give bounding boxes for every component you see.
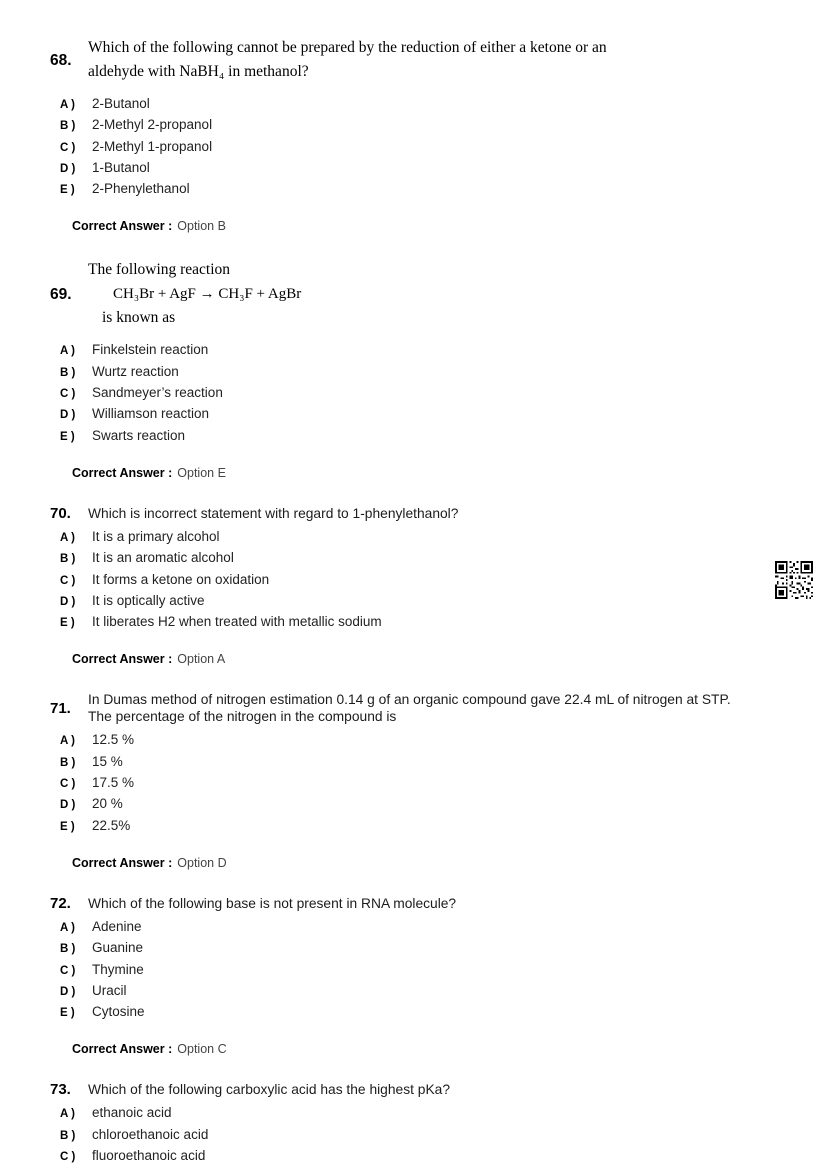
option-label: A ): [60, 345, 75, 358]
question-text-line: The percentage of the nitrogen in the compound is: [88, 709, 397, 725]
question-68: [50, 36, 810, 234]
options-list: [60, 340, 810, 446]
option-q72-d: [60, 981, 810, 1002]
option-q72-b: [60, 938, 810, 959]
question-text: [88, 895, 456, 912]
option-q68-d: [60, 158, 810, 179]
correct-answer-label: Correct Answer :: [72, 219, 173, 234]
correct-answer-value: Option D: [177, 855, 227, 870]
option-label: E ): [60, 617, 75, 630]
questions-list: [50, 36, 810, 1167]
correct-answer-value: Option C: [177, 1042, 227, 1057]
question-text: [88, 36, 607, 84]
option-text: Uracil: [92, 982, 127, 998]
correct-answer-value: Option B: [177, 219, 226, 234]
option-q70-a: [60, 527, 810, 548]
question-text-line: is known as: [102, 309, 176, 327]
option-label: E ): [60, 820, 75, 833]
options-list: [60, 94, 810, 200]
question-number: 68.: [50, 51, 72, 69]
option-text: 2-Butanol: [92, 96, 150, 111]
question-text-line: Which of the following carboxylic acid has the highest pKa?: [88, 1082, 450, 1098]
option-label: C ): [60, 141, 76, 154]
option-text: 17.5 %: [92, 775, 135, 791]
option-q68-b: [60, 115, 810, 136]
question-73: [50, 1081, 810, 1167]
option-q70-d: [60, 591, 810, 612]
question-text-line: In Dumas method of nitrogen estimation 0.14 g of an organic compound gave 22.4 mL of nitrogen at STP.: [88, 692, 731, 708]
option-text: 2-Phenylethanol: [92, 181, 190, 197]
option-q70-e: [60, 612, 810, 633]
correct-answer-value: Option A: [177, 652, 226, 667]
correct-answer: [72, 855, 810, 871]
question-text: [88, 691, 731, 725]
question-text-line: Which of the following cannot be prepared by the reduction of either a ketone or an: [88, 39, 607, 56]
option-text: 2-Methyl 1-propanol: [92, 138, 213, 154]
option-label: A ): [60, 921, 75, 934]
option-text: Finkelstein reaction: [92, 342, 209, 358]
option-text: Swarts reaction: [92, 427, 186, 443]
option-label: D ): [60, 985, 76, 998]
question-number: 70.: [50, 504, 71, 522]
option-q69-c: [60, 383, 810, 404]
option-label: C ): [60, 964, 76, 977]
option-label: B ): [60, 366, 76, 379]
option-label: C ): [60, 778, 76, 791]
correct-answer-label: Correct Answer :: [72, 652, 173, 667]
option-text: Thymine: [92, 961, 144, 977]
correct-answer-label: Correct Answer :: [72, 855, 173, 870]
option-label: A ): [60, 735, 75, 748]
correct-answer: [72, 651, 810, 667]
question-header: [50, 505, 810, 522]
question-text: [88, 258, 301, 330]
option-text: Adenine: [92, 918, 142, 934]
option-label: C ): [60, 1151, 76, 1164]
option-text: It forms a ketone on oxidation: [92, 571, 270, 587]
option-q71-b: [60, 752, 810, 773]
options-list: [60, 730, 810, 836]
option-q72-c: [60, 960, 810, 981]
option-text: Cytosine: [92, 1004, 145, 1020]
correct-answer-label: Correct Answer :: [72, 465, 173, 480]
option-label: C ): [60, 388, 76, 401]
option-text: chloroethanoic acid: [92, 1126, 209, 1142]
option-label: E ): [60, 184, 75, 197]
option-q73-a: [60, 1103, 810, 1124]
question-69: [50, 258, 810, 480]
option-text: It is optically active: [92, 592, 205, 608]
option-label: B ): [60, 553, 76, 566]
options-list: [60, 527, 810, 633]
option-q73-c: [60, 1146, 810, 1167]
question-72: [50, 895, 810, 1057]
option-label: E ): [60, 430, 75, 443]
option-label: C ): [60, 574, 76, 587]
question-number: 73.: [50, 1081, 71, 1099]
option-label: D ): [60, 799, 76, 812]
question-71: [50, 691, 810, 870]
option-q69-d: [60, 404, 810, 425]
option-text: ethanoic acid: [92, 1105, 172, 1121]
option-text: Sandmeyer’s reaction: [92, 385, 223, 401]
option-text: 15 %: [92, 753, 123, 769]
question-header: [50, 258, 810, 330]
option-q68-c: [60, 137, 810, 158]
option-label: B ): [60, 943, 76, 956]
option-q72-e: [60, 1002, 810, 1023]
question-header: [50, 1081, 810, 1098]
correct-answer-label: Correct Answer :: [72, 1042, 173, 1057]
question-number: 72.: [50, 894, 71, 912]
option-label: A ): [60, 99, 75, 111]
question-text-line: CH₃Br + AgF → CH₃F + AgBr: [113, 286, 302, 303]
question-header: [50, 36, 810, 84]
option-text: 22.5%: [92, 817, 131, 833]
option-text: Williamson reaction: [92, 406, 210, 422]
option-q71-d: [60, 794, 810, 815]
correct-answer: [72, 218, 810, 234]
correct-answer: [72, 465, 810, 481]
option-label: D ): [60, 162, 76, 175]
option-text: It is an aromatic alcohol: [92, 550, 234, 566]
question-text-line: aldehyde with NaBH₄ in methanol?: [88, 63, 309, 80]
options-list: [60, 1103, 810, 1167]
option-text: 12.5 %: [92, 732, 135, 748]
option-text: Wurtz reaction: [92, 363, 179, 379]
option-label: B ): [60, 120, 76, 133]
question-text: [88, 505, 458, 522]
option-label: B ): [60, 1129, 76, 1142]
option-text: Guanine: [92, 940, 144, 956]
question-70: [50, 505, 810, 667]
option-text: 1-Butanol: [92, 159, 150, 175]
options-list: [60, 917, 810, 1023]
question-text-line: Which of the following base is not present in RNA molecule?: [88, 895, 457, 911]
question-number: 69.: [50, 285, 72, 303]
option-label: E ): [60, 1007, 75, 1020]
option-q71-e: [60, 816, 810, 837]
option-q70-c: [60, 570, 810, 591]
correct-answer-value: Option E: [177, 465, 226, 480]
option-q73-b: [60, 1125, 810, 1146]
qr-code-icon: [775, 561, 813, 599]
option-q70-b: [60, 548, 810, 569]
option-q69-e: [60, 426, 810, 447]
option-label: D ): [60, 409, 76, 422]
option-q71-a: [60, 730, 810, 751]
option-text: 20 %: [92, 796, 123, 812]
option-text: 2-Methyl 2-propanol: [92, 117, 213, 133]
option-label: D ): [60, 595, 76, 608]
option-q69-a: [60, 340, 810, 361]
question-text: [88, 1081, 450, 1098]
option-text: It liberates H2 when treated with metallic sodium: [92, 614, 382, 630]
option-q69-b: [60, 362, 810, 383]
option-q68-a: [60, 94, 810, 115]
option-label: B ): [60, 756, 76, 769]
option-q72-a: [60, 917, 810, 938]
question-number: 71.: [50, 699, 71, 717]
question-text-line: The following reaction: [88, 261, 231, 279]
option-q71-c: [60, 773, 810, 794]
question-text-line: Which is incorrect statement with regard to 1-phenylethanol?: [88, 505, 459, 521]
option-label: A ): [60, 1108, 75, 1121]
option-label: A ): [60, 531, 75, 544]
option-text: It is a primary alcohol: [92, 528, 220, 544]
option-text: fluoroethanoic acid: [92, 1148, 206, 1164]
question-header: [50, 895, 810, 912]
option-q68-e: [60, 179, 810, 200]
correct-answer: [72, 1041, 810, 1057]
question-header: [50, 691, 810, 725]
